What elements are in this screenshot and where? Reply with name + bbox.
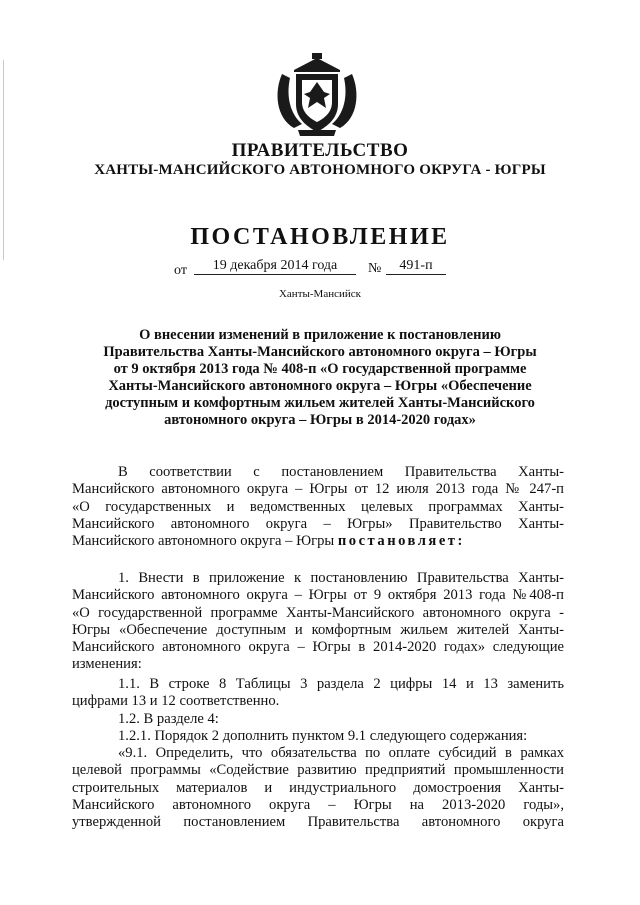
paragraph-line-last (72, 533, 564, 550)
paragraph-line: строительных материалов и индустриального домостроения Ханты- (72, 779, 564, 796)
section-1-paragraph (72, 570, 564, 674)
paragraph-line: Югры «Обеспечение доступным и комфортным жильем жителей Ханты- (72, 621, 564, 638)
paragraph-line: Мансийского автономного округа – Югры на 2013-2020 годы», (72, 796, 564, 813)
subject-heading (60, 327, 580, 429)
subject-line: Правительства Ханты-Мансийского автономного округа – Югры (103, 344, 537, 360)
paragraph-line: целевой программы «Содействие развитию предприятий промышленности (72, 762, 564, 779)
paragraph-line: утвержденной постановлением Правительства автономного округа (72, 814, 564, 831)
clause-9-1-paragraph (72, 745, 564, 831)
preamble-paragraph (72, 464, 564, 550)
date-prefix: от (174, 263, 187, 278)
document-type-title: ПОСТАНОВЛЕНИЕ (190, 224, 450, 250)
document-city: Ханты-Мансийск (278, 288, 361, 300)
subject-line: автономного округа – Югры в 2014-2020 годах» (164, 412, 476, 428)
org-title-line1: ПРАВИТЕЛЬСТВО (231, 140, 409, 161)
section-1-1-paragraph (72, 676, 564, 745)
paragraph-line: цифрами 13 и 12 соответственно. (72, 693, 280, 710)
paragraph-line: В соответствии с постановлением Правительства Ханты- (118, 464, 564, 480)
decree-word: постановляет: (337, 533, 465, 550)
paragraph-line: Мансийского автономного округа – Югры от 12 июля 2013 года № 247-п (72, 481, 564, 498)
paragraph-line: изменения: (72, 656, 142, 673)
paragraph-line: «9.1. Определить, что обязательства по оплате субсидий в рамках (118, 745, 564, 761)
subject-line: доступным и комфортным жильем жителей Ханты-Мансийского (105, 395, 535, 411)
paragraph-line: 1.1. В строке 8 Таблицы 3 раздела 2 цифры 14 и 13 заменить (118, 676, 564, 692)
paragraph-line: Мансийского автономного округа – Югры в 2014-2020 годах» следующие (72, 639, 564, 656)
paragraph-line: 1. Внести в приложение к постановлению Правительства Ханты- (118, 570, 564, 586)
org-title-line2: ХАНТЫ-МАНСИЙСКОГО АВТОНОМНОГО ОКРУГА - ЮГРЫ (94, 162, 546, 178)
subject-line: О внесении изменений в приложение к постановлению (139, 327, 501, 343)
paragraph-line: «О государственных и ведомственных целевых программах Ханты- (72, 498, 564, 515)
coat-of-arms-emblem (272, 52, 362, 138)
paragraph-line: Мансийского автономного округа – Югры от 9 октября 2013 года №408-п (72, 587, 564, 604)
number-sign: № (368, 261, 382, 276)
subject-line: Ханты-Мансийского автономного округа – Югры «Обеспечение (108, 378, 532, 394)
document-number: 491-п (386, 258, 446, 275)
subject-line: от 9 октября 2013 года № 408-п «О государственной программе (113, 361, 527, 377)
date-number-line (0, 258, 640, 282)
paragraph-line-text: Мансийского автономного округа – Югры (72, 533, 335, 550)
paragraph-line: Мансийского автономного округа – Югры» Правительство Ханты- (72, 515, 564, 532)
section-1-2-line: 1.2. В разделе 4: (118, 710, 219, 727)
section-1-2-1-line: 1.2.1. Порядок 2 дополнить пунктом 9.1 следующего содержания: (118, 727, 528, 744)
paragraph-line: «О государственной программе Ханты-Мансийского автономного округа - (72, 604, 564, 621)
document-date: 19 декабря 2014 года (194, 258, 356, 275)
